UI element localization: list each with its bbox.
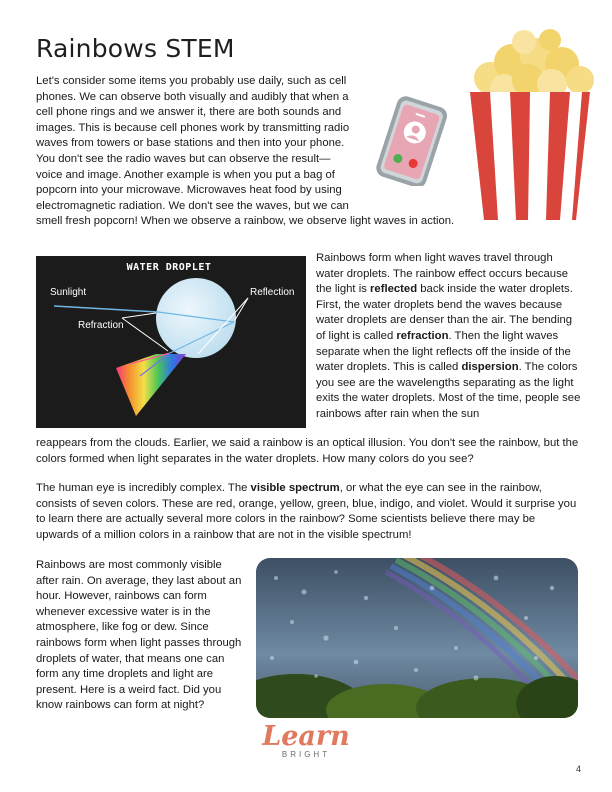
- keyword-visible-spectrum: visible spectrum: [250, 482, 340, 494]
- spectrum-fan: [116, 354, 186, 416]
- visible-paragraph: Rainbows are most commonly visible after rain. On average, they last about an hour. However, rainbows can form whenever excessive water is in the atmosphere, like fog or dew. Since rainbows form when light passes through droplets of water, that means one can form any time droplets and light are present. Here is a weird fact. Did you know rainbows can form at night?: [36, 559, 242, 712]
- intro-line: phones. We can observe both visually and audibly that when a: [36, 90, 349, 103]
- intro-line: popcorn into your microwave. Microwaves heat food by using: [36, 184, 342, 197]
- reflection-pointer: [235, 298, 248, 320]
- page-number: 4: [576, 764, 582, 774]
- refraction-pointer: [122, 313, 156, 318]
- logo-sub: BRIGHT: [281, 750, 331, 759]
- label-sunlight: Sunlight: [50, 287, 87, 298]
- page-title: Rainbows STEM: [36, 34, 235, 63]
- intro-line: You don't see the radio waves but can observe the result—: [36, 152, 331, 165]
- diagram-title: WATER DROPLET: [126, 262, 212, 273]
- text-span: . Then the light waves separate when the light reflects off the inside of the water droplets. This is called: [316, 329, 571, 374]
- phone-illustration: [362, 96, 462, 186]
- intro-line: voice and image. Another example is when you put a bag of: [36, 168, 335, 181]
- intro-line: cell phone rings and we answer it, there are both sounds and: [36, 106, 342, 119]
- text-span: Rainbows form when light waves travel through water droplets. The rainbow effect occurs because the light is: [316, 252, 569, 296]
- label-refraction: Refraction: [78, 320, 124, 331]
- intro-line: electromagnetic radiation. We don't see the waves, but we can: [36, 199, 349, 212]
- refraction-paragraph-continued: reappears from the clouds. Earlier, we said a rainbow is an optical illusion. You don't see the rainbow, but the colors formed when light separates in the water droplets. How many colors do you see?: [36, 437, 579, 465]
- label-reflection: Reflection: [250, 287, 295, 298]
- intro-line: smell fresh popcorn! When we observe a rainbow, we observe light waves in action.: [36, 215, 455, 228]
- text-span: , or what the eye can see in the rainbow, consists of seven colors. These are red, orange, yellow, green, blue, indigo, and violet. Would it surprise you to learn there are actually several more colors in the rainbow? Some scientists believe there may be upwards of a million colors in a rainbow that are not in the visible spectrum!: [36, 482, 577, 541]
- keyword-reflected: reflected: [370, 283, 418, 296]
- refraction-paragraph: [316, 251, 582, 423]
- learn-bright-logo: [256, 722, 356, 770]
- logo-word: Learn: [262, 721, 350, 752]
- intro-line: Let's consider some items you probably use daily, such as cell: [36, 75, 347, 87]
- intro-line: images. This is because cell phones work by transmitting radio: [36, 121, 350, 134]
- popcorn-illustration: [460, 20, 600, 225]
- intro-line: waves from towers or base stations and then into your phone.: [36, 137, 345, 150]
- text-span: back inside the water droplets. First, the water droplets bend the waves because water droplets are denser than the air. The bending of light is called: [316, 283, 573, 342]
- sunlight-ray: [54, 306, 158, 312]
- rainbow-photo: [256, 558, 578, 718]
- droplet-svg: [36, 256, 306, 428]
- text-span: The human eye is incredibly complex. The: [36, 482, 251, 494]
- rainbow-photo-svg: [256, 558, 578, 718]
- keyword-refraction: refraction: [396, 329, 449, 342]
- spectrum-paragraph: [36, 481, 581, 543]
- text-span: . The colors you see are the wavelengths separating as the light exits the water droplets. Most of the time, people see rainbows after rain when the sun: [316, 361, 581, 420]
- water-droplet-diagram: [36, 256, 306, 428]
- droplet-circle: [156, 278, 236, 358]
- keyword-dispersion: dispersion: [461, 361, 519, 374]
